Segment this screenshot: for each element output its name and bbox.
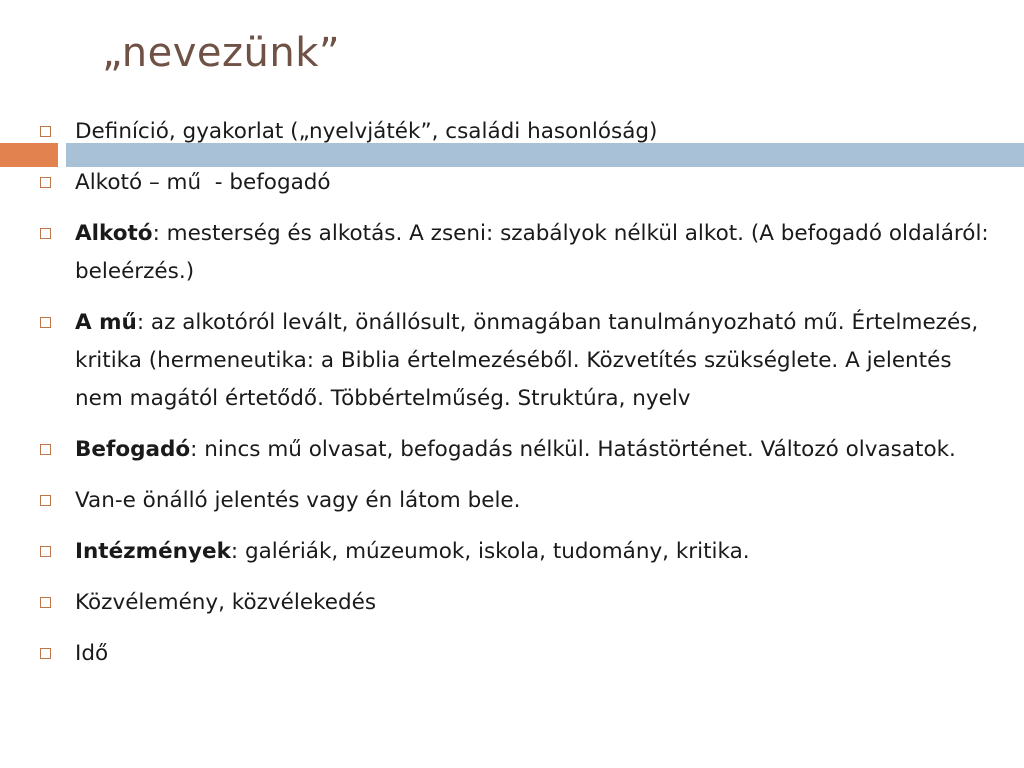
bullet-text: Alkotó – mű - befogadó [75, 170, 331, 195]
square-bullet-icon [40, 495, 51, 506]
square-bullet-icon [40, 648, 51, 659]
bullet-lead: Befogadó [75, 437, 191, 462]
square-bullet-icon [40, 317, 51, 328]
bullet-item [40, 431, 990, 469]
bullet-text: : galériák, múzeumok, iskola, tudomány, kritika. [230, 539, 750, 564]
bullet-lead: Alkotó [75, 221, 153, 246]
bullet-item [40, 304, 990, 418]
bullet-lead: Intézmények [75, 539, 231, 564]
bullet-text: Idő [75, 641, 109, 666]
bullet-text: Van-e önálló jelentés vagy én látom bele. [75, 488, 521, 513]
bullet-text: Közvélemény, közvélekedés [75, 590, 377, 615]
square-bullet-icon [40, 546, 51, 557]
bullet-item [40, 584, 990, 622]
bullet-item [40, 215, 990, 291]
square-bullet-icon [40, 228, 51, 239]
bullet-text: : az alkotóról levált, önállósult, önmagában tanulmányozható mű. Értelmezés, kritika (hermeneutika: a Biblia értelmezéséből. Közvetítés szükséglete. A jelentés nem magától értetődő. Többértelműség. Struktúra, nyelv [75, 310, 979, 411]
bullet-item [40, 113, 990, 151]
square-bullet-icon [40, 444, 51, 455]
bullet-list [40, 113, 990, 686]
slide-title: „nevezünk” [102, 30, 341, 76]
square-bullet-icon [40, 126, 51, 137]
bullet-text: : nincs mű olvasat, befogadás nélkül. Hatástörténet. Változó olvasatok. [190, 437, 956, 462]
bullet-item [40, 482, 990, 520]
bullet-item [40, 164, 990, 202]
bullet-text: : mesterség és alkotás. A zseni: szabályok nélkül alkot. (A befogadó oldaláról: beleérzés.) [75, 221, 989, 284]
square-bullet-icon [40, 597, 51, 608]
square-bullet-icon [40, 177, 51, 188]
bullet-item [40, 635, 990, 673]
bullet-text: Definíció, gyakorlat („nyelvjáték”, családi hasonlóság) [75, 119, 658, 144]
bullet-item [40, 533, 990, 571]
bullet-lead: A mű [75, 310, 137, 335]
